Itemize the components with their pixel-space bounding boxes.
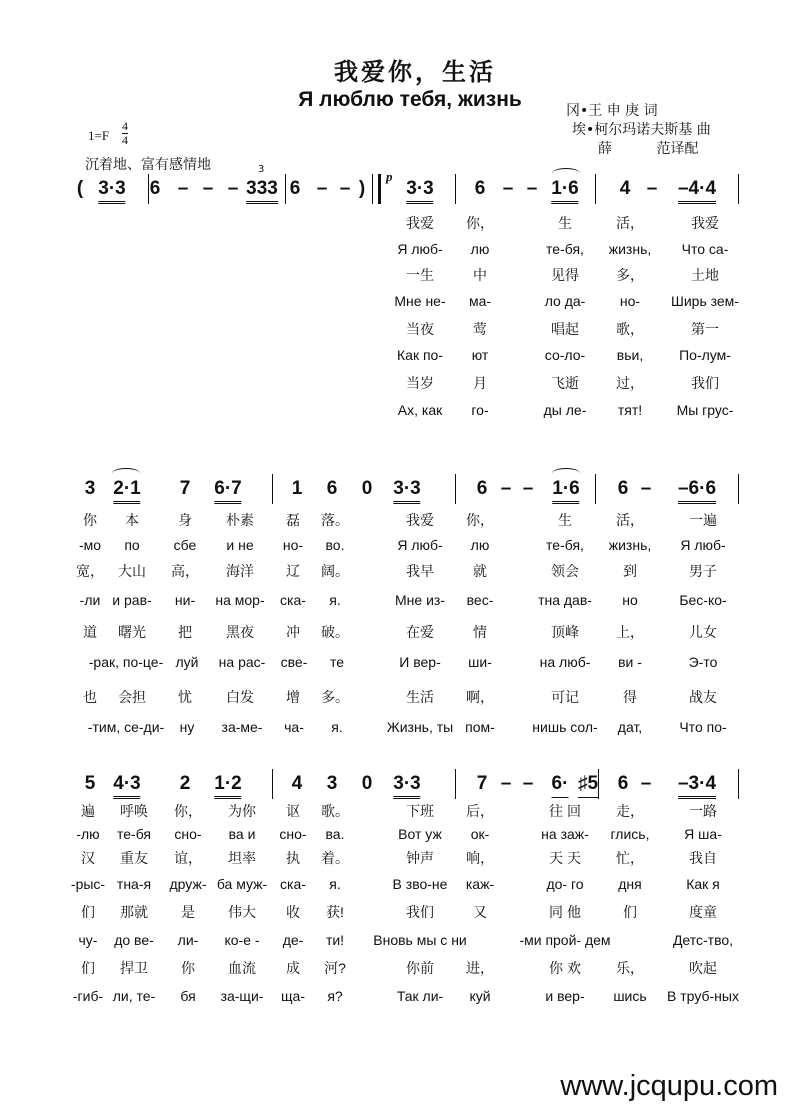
lyric-russian: ча-	[284, 719, 304, 735]
lyric-chinese: 往 回	[549, 803, 581, 819]
lyric-russian: и не	[226, 537, 254, 553]
barline	[455, 769, 456, 799]
lyric-chinese: 河?	[324, 960, 346, 976]
lyric-russian: -лю	[76, 826, 100, 842]
note: 6	[326, 478, 338, 499]
note: 4·3	[113, 773, 140, 799]
lyric-chinese: 顶峰	[551, 624, 579, 640]
lyric-russian: Я люб-	[680, 537, 726, 553]
lyric-chinese: 捍卫	[120, 960, 148, 976]
lyric-chinese: 白发	[226, 689, 254, 705]
lyric-chinese: 大山	[118, 563, 146, 579]
note: (	[76, 178, 84, 199]
lyric-chinese: 一生	[406, 267, 434, 283]
lyric-russian: И вер-	[399, 654, 441, 670]
lyric-chinese: 着。	[321, 850, 349, 866]
lyric-russian: ну	[179, 719, 195, 735]
lyric-russian: тна-я	[116, 876, 152, 892]
lyric-russian: на люб-	[539, 654, 591, 670]
barline	[738, 474, 739, 504]
lyric-russian: пом-	[465, 719, 495, 735]
lyric-russian: Бес-ко-	[679, 592, 727, 608]
lyric-russian: но-	[619, 293, 641, 309]
lyric-chinese: 增	[286, 689, 300, 705]
time-signature	[122, 120, 128, 147]
lyric-russian: ли-	[177, 932, 199, 948]
lyric-russian: со-ло-	[544, 347, 586, 363]
lyric-chinese: 上，	[616, 624, 644, 640]
lyric-russian: Ах, как	[397, 402, 443, 418]
lyric-russian: Что по-	[679, 719, 727, 735]
lyric-chinese: 冲	[286, 624, 300, 640]
lyric-russian: те-бя,	[546, 537, 584, 553]
lyric-chinese: 第一	[691, 321, 719, 337]
lyric-russian: но	[622, 592, 638, 608]
title-russian: Я люблю тебя, жизнь	[298, 88, 522, 111]
dash-note: –	[500, 773, 512, 794]
tempo-marking: 沉着地、富有感情地	[85, 157, 211, 173]
lyric-chinese: 呼唤	[120, 803, 148, 819]
dynamic-marking: p	[386, 169, 393, 184]
lyric-chinese: 度童	[689, 904, 717, 920]
lyric-chinese: 伟大	[228, 904, 256, 920]
lyric-russian: за-щи-	[220, 988, 264, 1004]
lyric-russian: -рыс-	[70, 876, 106, 892]
lyric-russian: тна дав-	[538, 592, 592, 608]
lyric-russian: каж-	[465, 876, 495, 892]
lyric-chinese: 当岁	[406, 375, 434, 391]
lyric-chinese: 同 他	[549, 904, 581, 920]
note: 6	[617, 773, 629, 794]
lyric-russian: ко-е -	[224, 932, 260, 948]
lyric-russian: друж-	[169, 876, 207, 892]
repeat-barline	[372, 174, 381, 204]
time-top: 4	[122, 119, 128, 133]
dash-note: –	[177, 178, 189, 199]
lyric-chinese: 你，	[174, 803, 202, 819]
lyric-russian: на заж-	[541, 826, 589, 842]
lyric-russian: по	[124, 537, 140, 553]
lyric-chinese: 在爱	[406, 624, 434, 640]
lyric-russian: но-	[282, 537, 304, 553]
dash-note: –	[526, 178, 538, 199]
barline	[738, 769, 739, 799]
lyric-chinese: 就	[473, 563, 487, 579]
lyric-chinese: 破。	[321, 624, 349, 640]
note: –4·4	[678, 178, 716, 204]
lyric-chinese: 啊，	[466, 689, 494, 705]
lyric-russian: Детс-тво,	[672, 932, 734, 948]
lyric-chinese: 讴	[286, 803, 300, 819]
note: 7	[476, 773, 488, 794]
lyric-chinese: 血流	[228, 960, 256, 976]
lyric-russian: Так ли-	[396, 988, 444, 1004]
lyric-russian: -рак, по-це-	[88, 654, 164, 670]
note: 6	[617, 478, 629, 499]
lyric-chinese: 莺	[473, 321, 487, 337]
lyric-chinese: 中	[473, 267, 487, 283]
lyric-chinese: 也	[83, 689, 97, 705]
lyric-chinese: 你	[181, 960, 195, 976]
note: 6·	[552, 773, 569, 798]
lyric-russian: ва.	[325, 826, 345, 842]
lyric-chinese: 一路	[689, 803, 717, 819]
lyric-chinese: 把	[178, 624, 192, 640]
lyric-russian: сбе	[173, 537, 197, 553]
lyric-chinese: 谊，	[174, 850, 202, 866]
barline	[738, 174, 739, 204]
lyric-chinese: 是	[181, 904, 195, 920]
barline	[455, 174, 456, 204]
lyric-russian: ви -	[618, 654, 642, 670]
lyric-chinese: 阔。	[321, 563, 349, 579]
lyric-chinese: 我自	[689, 850, 717, 866]
lyric-russian: Э-то	[688, 654, 718, 670]
lyric-russian: шись	[613, 988, 647, 1004]
lyric-russian: и рав-	[112, 592, 152, 608]
barline	[272, 769, 273, 799]
lyric-russian: Жизнь, ты	[386, 719, 454, 735]
lyric-chinese: 你	[83, 512, 97, 528]
lyric-chinese: 乐，	[616, 960, 644, 976]
lyric-russian: -гиб-	[72, 988, 104, 1004]
lyric-chinese: 我早	[406, 563, 434, 579]
lyric-chinese: 飞逝	[551, 375, 579, 391]
note: 6·7	[214, 478, 241, 504]
lyric-russian: ска-	[280, 592, 306, 608]
slur-mark	[112, 468, 140, 479]
lyric-russian: Вновь мы с ни	[373, 932, 467, 948]
lyric-russian: Мне не-	[394, 293, 446, 309]
lyric-chinese: 坦率	[228, 850, 256, 866]
lyric-russian: чу-	[78, 932, 98, 948]
note: 3·3	[406, 178, 433, 204]
lyric-chinese: 收	[286, 904, 300, 920]
lyric-russian: жизнь,	[608, 241, 652, 257]
barline	[598, 769, 599, 799]
lyric-russian: лю	[470, 241, 490, 257]
lyric-russian: Ширь зем-	[671, 293, 739, 309]
dash-note: –	[316, 178, 328, 199]
lyric-russian: во.	[325, 537, 345, 553]
lyric-russian: сно-	[174, 826, 202, 842]
title-chinese: 我爱你，生活	[334, 57, 496, 86]
note: 6	[289, 178, 301, 199]
lyric-chinese: 活，	[616, 215, 644, 231]
lyric-chinese: 重友	[120, 850, 148, 866]
lyric-chinese: 领会	[551, 563, 579, 579]
lyric-chinese: 们	[623, 904, 637, 920]
note: 3·3	[393, 478, 420, 504]
lyric-russian: на рас-	[218, 654, 266, 670]
note: 2	[179, 773, 191, 794]
note: 0	[361, 773, 373, 794]
note: 1	[291, 478, 303, 499]
lyric-chinese: 儿女	[689, 624, 717, 640]
lyric-russian: вес-	[466, 592, 494, 608]
lyric-russian: ли, те-	[112, 988, 156, 1004]
lyric-russian: ска-	[280, 876, 306, 892]
lyric-russian: ма-	[468, 293, 492, 309]
lyric-chinese: 可记	[551, 689, 579, 705]
lyric-russian: По-лум-	[679, 347, 731, 363]
lyric-chinese: 你，	[466, 215, 494, 231]
lyric-chinese: 多。	[321, 689, 349, 705]
lyric-chinese: 天 天	[549, 850, 581, 866]
lyric-russian: бя	[180, 988, 196, 1004]
lyric-russian: В зво-не	[392, 876, 448, 892]
lyric-russian: Я люб-	[397, 241, 443, 257]
dash-note: –	[640, 773, 652, 794]
lyric-chinese: 获!	[326, 904, 344, 920]
lyric-russian: я.	[331, 719, 343, 735]
lyric-chinese: 我爱	[406, 512, 434, 528]
lyric-chinese: 歌。	[321, 803, 349, 819]
lyric-chinese: 曙光	[118, 624, 146, 640]
lyric-chinese: 走，	[616, 803, 644, 819]
lyric-russian: -ми прой- дем	[519, 932, 611, 948]
lyric-chinese: 多，	[616, 267, 644, 283]
lyric-russian: ши-	[468, 654, 492, 670]
lyric-russian: сно-	[279, 826, 307, 842]
slur-mark	[552, 168, 580, 179]
lyric-russian: го-	[471, 402, 489, 418]
lyric-russian: ба муж-	[216, 876, 268, 892]
barline	[455, 474, 456, 504]
lyric-chinese: 们	[81, 960, 95, 976]
lyric-russian: ды ле-	[543, 402, 587, 418]
lyric-chinese: 土地	[691, 267, 719, 283]
lyric-russian: Я ша-	[684, 826, 722, 842]
lyric-russian: те-бя	[117, 826, 151, 842]
lyric-russian: Что са-	[681, 241, 729, 257]
note: 4	[291, 773, 303, 794]
note: 7	[179, 478, 191, 499]
lyric-russian: ло да-	[544, 293, 586, 309]
note: 3	[326, 773, 338, 794]
lyric-russian: за-ме-	[221, 719, 263, 735]
lyric-russian: ни-	[174, 592, 196, 608]
lyric-chinese: 下班	[406, 803, 434, 819]
note: 3·3	[98, 178, 125, 204]
note: 2·1	[113, 478, 140, 504]
lyric-russian: Как я	[686, 876, 720, 892]
lyric-chinese: 得	[623, 689, 637, 705]
key-signature: 1=F	[88, 128, 110, 143]
credit-composer: 埃•柯尔玛诺夫斯基 曲	[572, 122, 711, 138]
lyric-chinese: 我爱	[691, 215, 719, 231]
lyric-chinese: 道	[83, 624, 97, 640]
note: 1·6	[552, 478, 579, 504]
lyric-chinese: 你，	[466, 512, 494, 528]
lyric-chinese: 我们	[691, 375, 719, 391]
lyric-russian: ва и	[228, 826, 256, 842]
lyric-chinese: 当夜	[406, 321, 434, 337]
lyric-chinese: 会担	[118, 689, 146, 705]
barline	[272, 474, 273, 504]
lyric-chinese: 男子	[689, 563, 717, 579]
lyric-chinese: 一遍	[689, 512, 717, 528]
lyric-russian: В труб-ных	[667, 988, 739, 1004]
lyric-chinese: 钟声	[406, 850, 434, 866]
lyric-chinese: 忙，	[616, 850, 644, 866]
lyric-chinese: 后，	[466, 803, 494, 819]
dash-note: –	[646, 178, 658, 199]
lyric-russian: я.	[329, 876, 341, 892]
lyric-russian: я.	[329, 592, 341, 608]
lyric-russian: Мне из-	[395, 592, 445, 608]
lyric-chinese: 汉	[81, 850, 95, 866]
lyric-chinese: 唱起	[551, 321, 579, 337]
note: 4	[619, 178, 631, 199]
lyric-russian: све-	[280, 654, 308, 670]
lyric-chinese: 为你	[228, 803, 256, 819]
lyric-chinese: 活，	[616, 512, 644, 528]
lyric-chinese: 海洋	[226, 563, 254, 579]
lyric-russian: те	[329, 654, 345, 670]
note: 5	[84, 773, 96, 794]
triplet-mark: 3	[258, 164, 265, 175]
dash-note: –	[502, 178, 514, 199]
lyric-russian: -мо	[78, 537, 102, 553]
time-bottom: 4	[122, 133, 128, 147]
lyric-russian: -тим, се-ди-	[87, 719, 165, 735]
lyric-russian: ок-	[470, 826, 490, 842]
lyric-russian: до ве-	[114, 932, 154, 948]
dash-note: –	[522, 478, 534, 499]
lyric-russian: де-	[282, 932, 304, 948]
slur-mark	[552, 468, 580, 479]
dash-note: –	[339, 178, 351, 199]
lyric-chinese: 进，	[466, 960, 494, 976]
lyric-chinese: 宽，	[76, 563, 104, 579]
lyric-russian: дат,	[617, 719, 643, 735]
dash-note: –	[227, 178, 239, 199]
lyric-chinese: 们	[81, 904, 95, 920]
lyric-russian: ют	[471, 347, 489, 363]
note: 1·2	[214, 773, 241, 799]
barline	[595, 474, 596, 504]
lyric-chinese: 高，	[171, 563, 199, 579]
lyric-chinese: 遍	[81, 803, 95, 819]
note: 6	[149, 178, 161, 199]
lyric-chinese: 月	[473, 375, 487, 391]
lyric-chinese: 响，	[466, 850, 494, 866]
lyric-chinese: 落。	[321, 512, 349, 528]
lyric-chinese: 又	[473, 904, 487, 920]
lyric-chinese: 黑夜	[226, 624, 254, 640]
lyric-chinese: 执	[286, 850, 300, 866]
barline	[595, 174, 596, 204]
barline	[285, 174, 286, 204]
lyric-chinese: 你 欢	[549, 960, 581, 976]
dash-note: –	[640, 478, 652, 499]
lyric-russian: на мор-	[215, 592, 265, 608]
lyric-russian: луй	[175, 654, 199, 670]
lyric-chinese: 歌，	[616, 321, 644, 337]
lyric-chinese: 到	[623, 563, 637, 579]
note: 3·3	[393, 773, 420, 799]
lyric-chinese: 情	[473, 624, 487, 640]
lyric-russian: глись,	[610, 826, 650, 842]
lyric-russian: тят!	[617, 402, 643, 418]
dash-note: –	[500, 478, 512, 499]
lyric-russian: -ли	[79, 592, 101, 608]
lyric-russian: лю	[470, 537, 490, 553]
note: 6	[476, 478, 488, 499]
note: 333	[246, 178, 278, 204]
lyric-russian: Как по-	[397, 347, 443, 363]
note: 0	[361, 478, 373, 499]
lyric-chinese: 辽	[286, 563, 300, 579]
note: –6·6	[678, 478, 716, 504]
website-watermark: www.jcqupu.com	[560, 1070, 778, 1102]
lyric-russian: вьи,	[616, 347, 644, 363]
lyric-chinese: 过，	[616, 375, 644, 391]
note: )	[358, 178, 366, 199]
dash-note: –	[522, 773, 534, 794]
lyric-chinese: 那就	[120, 904, 148, 920]
lyric-chinese: 战友	[689, 689, 717, 705]
lyric-russian: и вер-	[545, 988, 585, 1004]
lyric-russian: те-бя,	[546, 241, 584, 257]
lyric-chinese: 忧	[178, 689, 192, 705]
note: 3	[84, 478, 96, 499]
lyric-chinese: 本	[125, 512, 139, 528]
lyric-chinese: 我们	[406, 904, 434, 920]
lyric-russian: ти!	[325, 932, 345, 948]
lyric-chinese: 身	[178, 512, 192, 528]
lyric-chinese: 生	[558, 215, 572, 231]
lyric-chinese: 见得	[551, 267, 579, 283]
note: 1·6	[551, 178, 578, 204]
lyric-chinese: 成	[286, 960, 300, 976]
lyric-chinese: 磊	[286, 512, 300, 528]
lyric-chinese: 朴素	[226, 512, 254, 528]
lyric-chinese: 我爱	[406, 215, 434, 231]
lyric-russian: Я люб-	[397, 537, 443, 553]
lyric-russian: я?	[327, 988, 343, 1004]
credit-translator: 薛 范译配	[598, 141, 699, 157]
lyric-russian: Мы грус-	[676, 402, 734, 418]
lyric-russian: ща-	[281, 988, 305, 1004]
lyric-russian: куй	[469, 988, 491, 1004]
lyric-chinese: 生	[558, 512, 572, 528]
lyric-chinese: 生活	[406, 689, 434, 705]
note: ♯5	[578, 773, 598, 798]
note: –3·4	[678, 773, 716, 799]
credit-lyricist: 冈•王 申 庚 词	[566, 103, 658, 119]
lyric-russian: до- го	[546, 876, 584, 892]
lyric-chinese: 吹起	[689, 960, 717, 976]
lyric-russian: нишь сол-	[532, 719, 598, 735]
note: 6	[474, 178, 486, 199]
lyric-russian: дня	[618, 876, 642, 892]
dash-note: –	[202, 178, 214, 199]
lyric-russian: Вот уж	[398, 826, 442, 842]
lyric-chinese: 你前	[406, 960, 434, 976]
lyric-russian: жизнь,	[608, 537, 652, 553]
